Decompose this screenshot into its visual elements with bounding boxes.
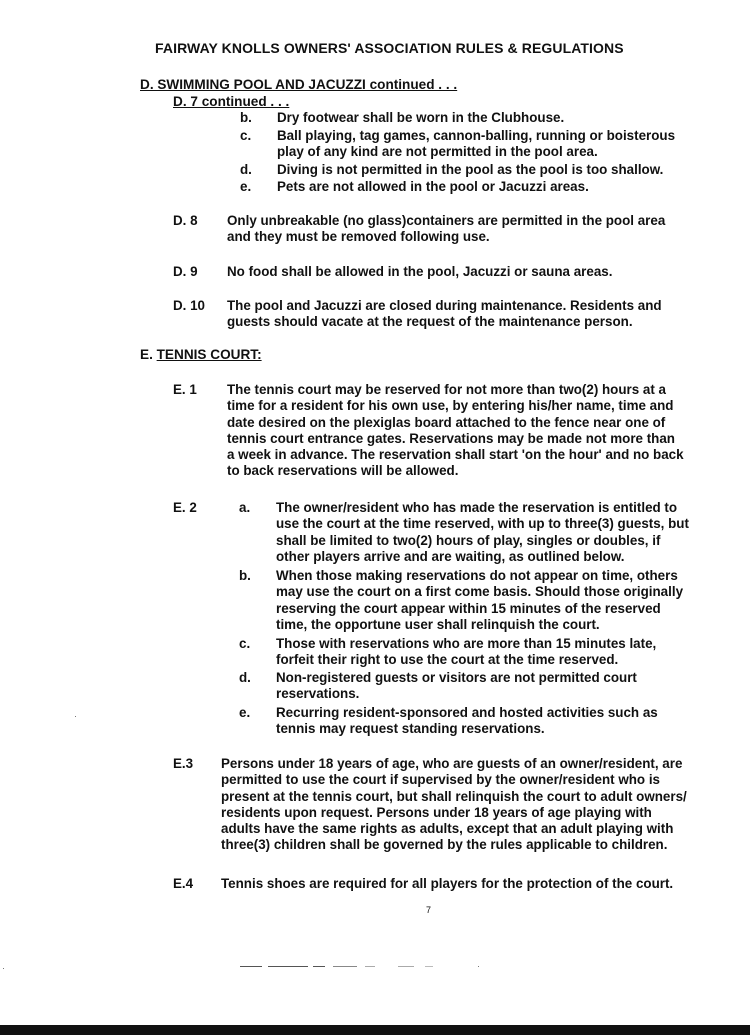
- rule-number-e2: E. 2: [173, 500, 197, 515]
- rule-text-e4: [221, 876, 673, 892]
- scan-artifact-line: [425, 966, 433, 967]
- text-line: Those with reservations who are more than 15 minutes late,: [276, 636, 657, 651]
- text-line: present at the tennis court, but shall relinquish the court to adult owners/: [221, 788, 687, 804]
- text-line: forfeit their right to use the court at the time reserved.: [276, 652, 619, 668]
- text-line: Only unbreakable (no glass)containers are permitted in the pool area: [227, 213, 666, 228]
- scan-artifact-line: [398, 966, 414, 967]
- d7-item-text: [277, 162, 663, 178]
- d7-item-letter: c.: [240, 128, 252, 143]
- text-line: Non-registered guests or visitors are not permitted court: [276, 670, 637, 685]
- text-line: Tennis shoes are required for all players for the protection of the court.: [221, 876, 674, 891]
- rule-number-d8: D. 8: [173, 213, 198, 228]
- text-line: adults have the same rights as adults, except that an adult playing with: [221, 821, 674, 837]
- d7-item-letter: e.: [240, 179, 252, 194]
- d7-item-text: [277, 128, 675, 161]
- section-e-heading: [140, 347, 262, 363]
- rule-number-e1: E. 1: [173, 382, 197, 397]
- e2-item-letter: e.: [239, 705, 251, 720]
- text-line: Persons under 18 years of age, who are guests of an owner/resident, are: [221, 756, 683, 771]
- text-line: tennis court entrance gates. Reservations may be made not more than: [227, 430, 675, 446]
- rule-number-d9: D. 9: [173, 264, 198, 279]
- text-line: Pets are not allowed in the pool or Jacuzzi areas.: [277, 179, 589, 194]
- rule-number-e4: E.4: [173, 876, 194, 891]
- text-line: Dry footwear shall be worn in the Clubhouse.: [277, 110, 565, 125]
- text-line: Recurring resident-sponsored and hosted activities such as: [276, 705, 658, 720]
- text-line: Ball playing, tag games, cannon-balling, running or boisterous: [277, 128, 676, 143]
- rule-number-e3: E.3: [173, 756, 194, 771]
- text-line: When those making reservations do not appear on time, others: [276, 568, 678, 583]
- d7-item-text: [277, 179, 589, 195]
- page-title: FAIRWAY KNOLLS OWNERS' ASSOCIATION RULES & REGULATIONS: [155, 40, 624, 56]
- rule-text-d8: [227, 213, 665, 246]
- text-line: The owner/resident who has made the reservation is entitled to: [276, 500, 678, 515]
- text-line: a week in advance. The reservation shall start 'on the hour' and no back: [227, 447, 684, 463]
- section-e-prefix: E.: [140, 347, 157, 362]
- text-line: three(3) children shall be governed by the rules applicable to children.: [221, 837, 668, 853]
- rule-number-d10: D. 10: [173, 298, 206, 313]
- page-number: 7: [426, 905, 432, 915]
- text-line: time, the opportune user shall relinquish the court.: [276, 616, 600, 632]
- text-line: use the court at the time reserved, with up to three(3) guests, but: [276, 516, 689, 532]
- text-line: reserving the court appear within 15 minutes of the reserved: [276, 600, 661, 616]
- scan-speck: [75, 716, 76, 717]
- d7-item-letter: b.: [240, 110, 252, 125]
- text-line: shall be limited to two(2) hours of play, singles or doubles, if: [276, 532, 661, 548]
- d7-item-letter: d.: [240, 162, 252, 177]
- e2-item-letter: c.: [239, 636, 251, 651]
- section-e-title: TENNIS COURT:: [156, 347, 262, 362]
- scan-bottom-edge: [0, 1025, 750, 1035]
- scan-speck: [478, 966, 479, 967]
- section-d-heading: D. SWIMMING POOL AND JACUZZI continued . . .: [140, 77, 458, 92]
- d7-item-text: [277, 110, 564, 126]
- text-line: residents upon request. Persons under 18 years of age playing with: [221, 804, 652, 820]
- text-line: to back reservations will be allowed.: [227, 463, 459, 479]
- e2-item-text: [276, 500, 689, 565]
- e2-item-text: [276, 670, 637, 703]
- scan-artifact-line: [240, 966, 262, 967]
- text-line: may use the court on a first come basis. Should those originally: [276, 584, 684, 600]
- text-line: other players arrive and are waiting, as outlined below.: [276, 548, 625, 564]
- rule-text-d9: [227, 264, 612, 280]
- rule-text-d10: [227, 298, 662, 331]
- scan-artifact-line: [313, 966, 325, 967]
- text-line: time for a resident for his own use, by entering his/her name, time and: [227, 398, 674, 414]
- scan-artifact-line: [365, 966, 375, 967]
- text-line: permitted to use the court if supervised by the owner/resident who is: [221, 772, 660, 788]
- scan-artifact-line: [268, 966, 308, 967]
- text-line: guests should vacate at the request of the maintenance person.: [227, 314, 633, 330]
- text-line: No food shall be allowed in the pool, Jacuzzi or sauna areas.: [227, 264, 613, 279]
- rule-text-e3: [221, 756, 687, 854]
- e2-item-letter: d.: [239, 670, 251, 685]
- text-line: The pool and Jacuzzi are closed during maintenance. Residents and: [227, 298, 662, 313]
- text-line: reservations.: [276, 686, 360, 702]
- text-line: play of any kind are not permitted in the pool area.: [277, 144, 598, 160]
- e2-item-letter: a.: [239, 500, 251, 515]
- e2-item-text: [276, 636, 656, 669]
- text-line: The tennis court may be reserved for not more than two(2) hours at a: [227, 382, 666, 397]
- scan-artifact-line: [333, 966, 357, 967]
- e2-item-text: [276, 705, 658, 738]
- text-line: date desired on the plexiglas board attached to the fence near one of: [227, 414, 666, 430]
- text-line: Diving is not permitted in the pool as the pool is too shallow.: [277, 162, 664, 177]
- scan-speck: [3, 968, 4, 969]
- e2-item-letter: b.: [239, 568, 251, 583]
- text-line: and they must be removed following use.: [227, 229, 490, 245]
- rule-text-e1: [227, 382, 684, 480]
- section-d7-subheading: D. 7 continued . . .: [173, 94, 290, 109]
- e2-item-text: [276, 568, 683, 633]
- text-line: tennis may request standing reservations.: [276, 721, 545, 737]
